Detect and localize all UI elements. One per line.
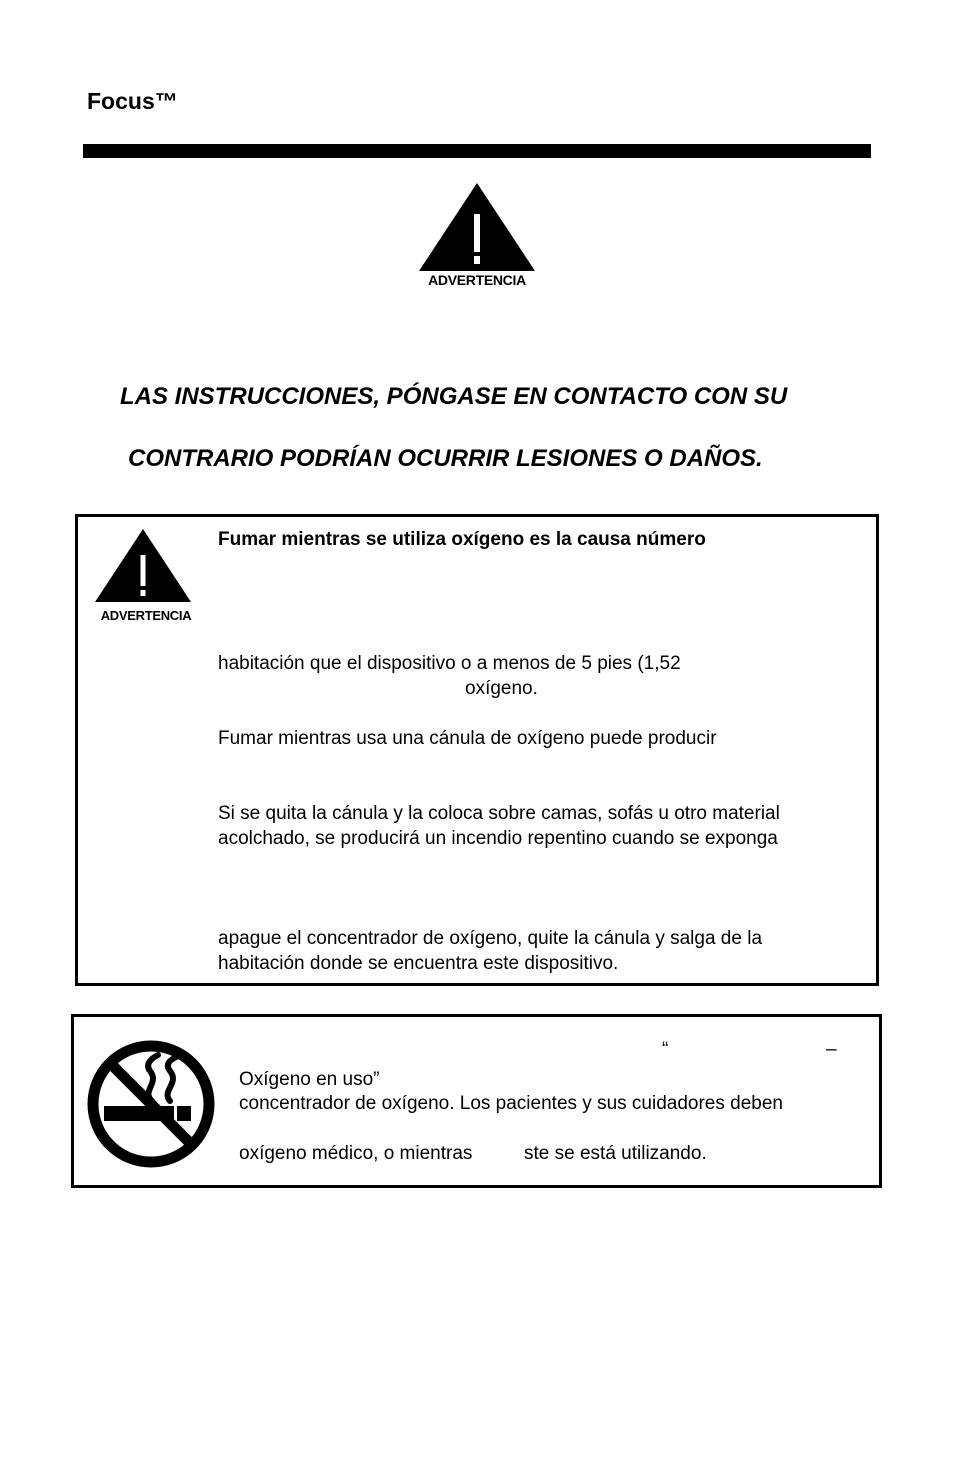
notice-text-line: ste se está utilizando. xyxy=(524,1143,707,1164)
warning-label: ADVERTENCIA xyxy=(428,272,526,288)
notice-dash: – xyxy=(826,1039,837,1060)
smoking-warning-box xyxy=(75,514,879,986)
notice-text-line: oxígeno médico, o mientras xyxy=(239,1143,473,1164)
warning-text-line: Si se quita la cánula y la coloca sobre camas, sofás u otro material xyxy=(218,803,780,824)
no-smoking-icon xyxy=(86,1039,216,1169)
warning-text-line: acolchado, se producirá un incendio repentino cuando se exponga xyxy=(218,828,778,849)
warning-text-line: habitación que el dispositivo o a menos de 5 pies (1,52 xyxy=(218,653,681,674)
headline-line-2: CONTRARIO PODRÍAN OCURRIR LESIONES O DAÑOS. xyxy=(128,445,763,472)
warning-label: ADVERTENCIA xyxy=(100,608,192,623)
warning-text-line: Fumar mientras se utiliza oxígeno es la causa número xyxy=(218,529,706,550)
warning-text-line: Fumar mientras usa una cánula de oxígeno puede producir xyxy=(218,728,717,749)
warning-text-line: apague el concentrador de oxígeno, quite la cánula y salga de la xyxy=(218,928,763,949)
box-warning xyxy=(93,527,199,623)
top-warning xyxy=(412,180,542,288)
no-smoking-notice-box xyxy=(71,1014,882,1188)
notice-text-line: Oxígeno en uso” xyxy=(239,1069,380,1090)
warning-text-line: habitación donde se encuentra este dispositivo. xyxy=(218,953,619,974)
header-divider xyxy=(83,144,871,158)
warning-text-line: oxígeno. xyxy=(465,678,538,699)
warning-triangle-icon xyxy=(416,180,538,272)
brand-title: Focus™ xyxy=(87,88,178,114)
notice-open-quote: “ xyxy=(662,1039,669,1060)
headline-line-1: LAS INSTRUCCIONES, PÓNGASE EN CONTACTO CON SU xyxy=(120,383,788,410)
warning-triangle-icon xyxy=(93,527,193,603)
notice-text-line: concentrador de oxígeno. Los pacientes y sus cuidadores deben xyxy=(239,1093,783,1114)
